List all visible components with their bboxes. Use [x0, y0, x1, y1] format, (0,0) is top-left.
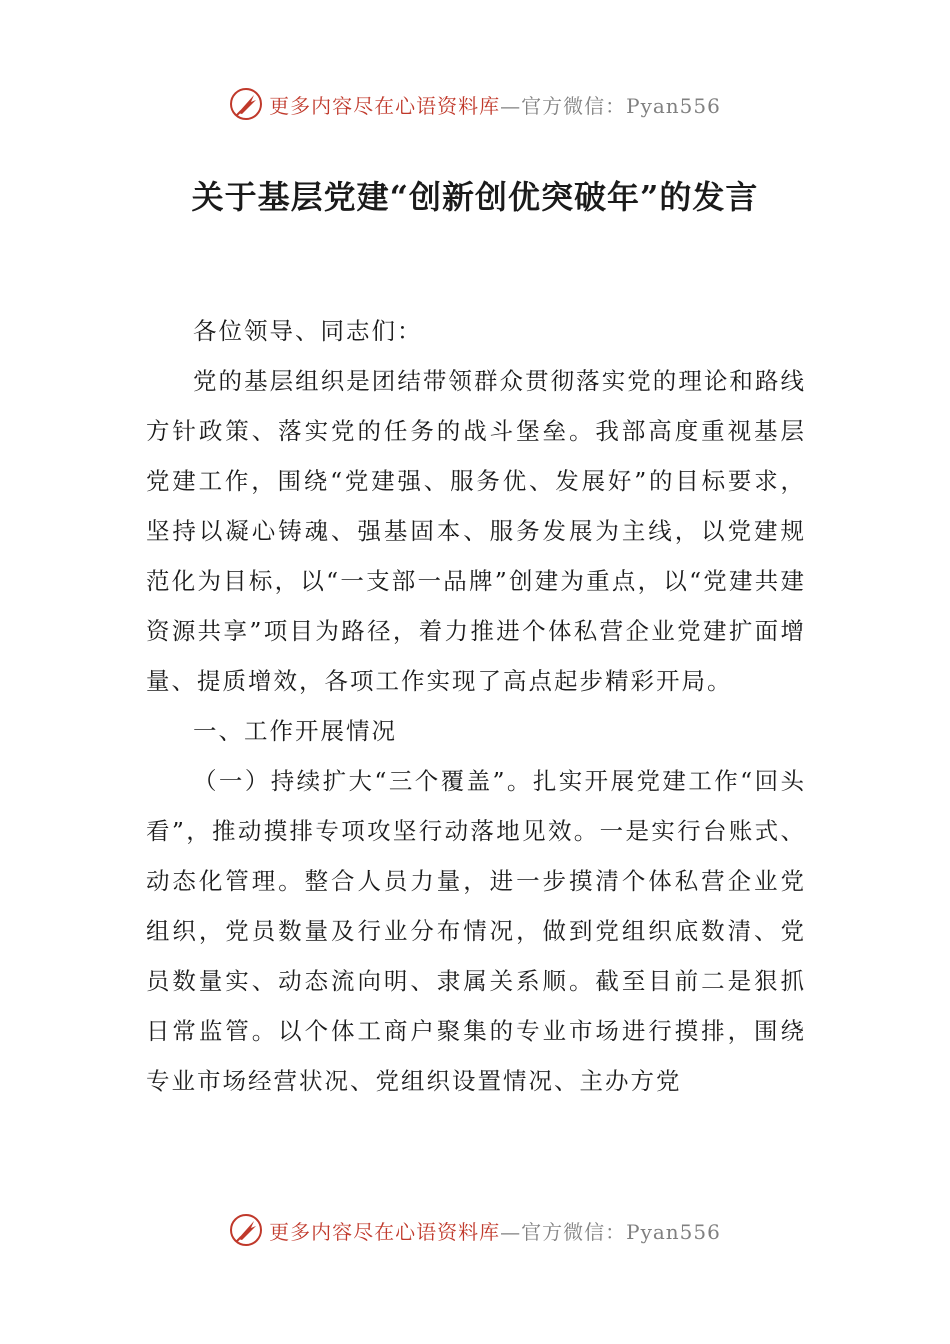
paragraph-coverage: （一）持续扩大“三个覆盖”。扎实开展党建工作“回头看”，推动摸排专项攻坚行动落地见效。一是实行台账式、动态化管理。整合人员力量，进一步摸清个体私营企业党组织，党员数量及行业分布情况，做到党组织底数清、党员数量实、动态流向明、隶属关系顺。截至目前二是狠抓日常监管。以个体工商户聚集的专业市场进行摸排，围绕专业市场经营状况、党组织设置情况、主办方党 — [146, 767, 806, 1095]
header-watermark — [0, 84, 950, 124]
document-title: 关于基层党建“创新创优突破年”的发言 — [191, 178, 759, 216]
watermark-red-text: 更多内容尽在心语资料库 — [269, 93, 501, 118]
paragraph-intro: 党的基层组织是团结带领群众贯彻落实党的理论和路线方针政策、落实党的任务的战斗堡垒。我部高度重视基层党建工作，围绕“党建强、服务优、发展好”的目标要求，坚持以凝心铸魂、强基固本、服务发展为主线，以党建规范化为目标，以“一支部一品牌”创建为重点，以“党建共建 资源共享”项目为路径，着力推进个体私营企业党建扩面增量、提质增效，各项工作实现了高点起步精彩开局。 — [146, 367, 806, 695]
watermark-red-text: 更多内容尽在心语资料库 — [269, 1219, 501, 1244]
section-heading: 一、工作开展情况 — [193, 717, 397, 745]
document-body — [146, 306, 806, 1106]
watermark-gray-text: —官方微信：Pyan556 — [500, 1219, 721, 1244]
quill-pen-logo-icon — [229, 1213, 263, 1247]
salutation: 各位领导、同志们： — [193, 317, 423, 345]
footer-watermark — [0, 1210, 950, 1250]
watermark-gray-text: —官方微信：Pyan556 — [500, 93, 721, 118]
quill-pen-logo-icon — [229, 87, 263, 121]
